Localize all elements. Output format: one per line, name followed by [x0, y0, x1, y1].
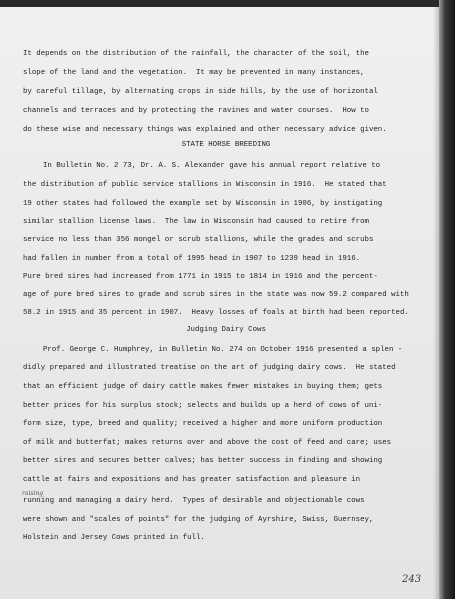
text-line: In Bulletin No. 2 73, Dr. A. S. Alexander gave his annual report relative to — [43, 162, 381, 170]
text-line: the distribution of public service stallions in Wisconsin in 1916. He stated that — [23, 181, 387, 189]
scan-top-border — [0, 0, 455, 7]
text-line: similar stallion license laws. The law in Wisconsin had caused to retire from — [23, 218, 369, 226]
text-line: service no less than 356 mongel or scrub stallions, while the grades and scrubs — [23, 236, 374, 244]
text-line: didly prepared and illustrated treatise on the art of judging dairy cows. He stated — [23, 364, 396, 372]
text-line: that an efficient judge of dairy cattle makes fewer mistakes in buying them; gets — [23, 383, 383, 391]
text-line: Prof. George C. Humphrey, in Bulletin No. 274 on October 1916 presented a splen - — [43, 346, 403, 354]
text-line: It depends on the distribution of the rainfall, the character of the soil, the — [23, 50, 369, 58]
text-line: were shown and "scales of points" for the judging of Ayrshire, Swiss, Guernsey, — [23, 516, 374, 524]
text-line: 58.2 in 1915 and 35 percent in 1907. Heavy losses of foals at birth had been reported. — [23, 309, 409, 317]
text-line: cattle at fairs and expositions and has greater satisfaction and pleasure in — [23, 476, 361, 484]
text-line: do these wise and necessary things was explained and other necessary advice given. — [23, 126, 387, 134]
text-line: 19 other states had followed the example set by Wisconsin in 1906, by instigating — [23, 200, 383, 208]
text-line: had fallen in number from a total of 1995 head in 1907 to 1239 head in 1916. — [23, 255, 361, 263]
text-line: slope of the land and the vegetation. It may be prevented in many instances, — [23, 69, 365, 77]
handwritten-annotation: raising — [22, 490, 44, 497]
text-line: Holstein and Jersey Cows printed in full. — [23, 534, 205, 542]
text-line: of milk and butterfat; makes returns over and above the cost of feed and care; uses — [23, 439, 392, 447]
text-line: Pure bred sires had increased from 1771 in 1915 to 1814 in 1916 and the percent- — [23, 273, 378, 281]
page-number: 243 — [402, 574, 422, 585]
text-line: running and managing a dairy herd. Types of desirable and objectionable cows — [23, 497, 365, 505]
text-line: better prices for his surplus stock; selects and builds up a herd of cows of uni- — [23, 402, 383, 410]
text-line: by careful tillage, by alternating crops in side hills, by the use of horizontal — [23, 88, 378, 96]
text-line: better sires and secures better calves; has better success in finding and showing — [23, 457, 383, 465]
text-line: channels and terraces and by protecting the ravines and water courses. How to — [23, 107, 369, 115]
text-line: form size, type, breed and quality; received a higher and more uniform production — [23, 420, 383, 428]
text-line: age of pure bred sires to grade and scrub sires in the state was now 59.2 compared with — [23, 291, 409, 299]
scan-right-border — [439, 0, 455, 599]
section-heading-horse-breeding: STATE HORSE BREEDING — [181, 141, 271, 149]
section-heading-judging-dairy-cows: Judging Dairy Cows — [186, 326, 266, 334]
